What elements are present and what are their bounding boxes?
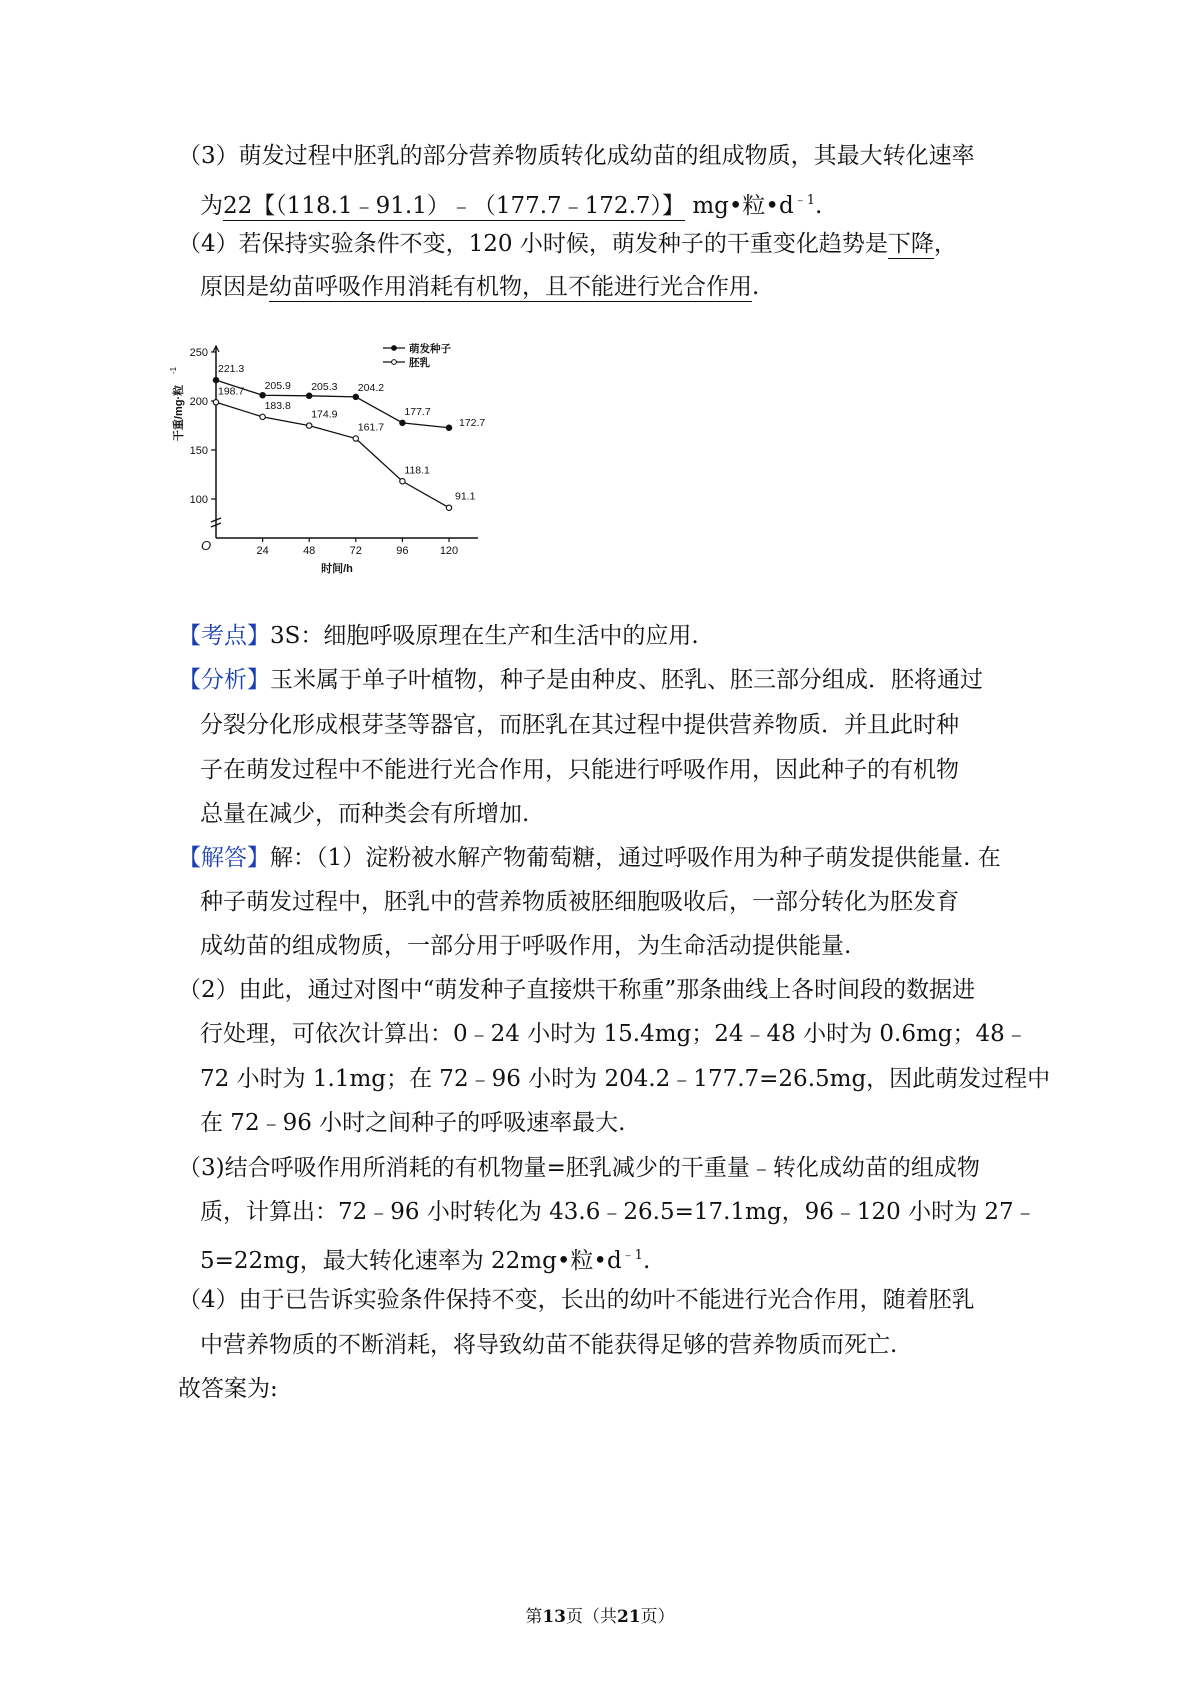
legend-marker <box>392 346 397 351</box>
data-point <box>400 420 405 425</box>
jieda-line3: 成幼苗的组成物质，一部分用于呼吸作用，为生命活动提供能量. <box>200 933 852 959</box>
p4-line2: 中营养物质的不断消耗，将导致幼苗不能获得足够的营养物质而死亡. <box>200 1332 898 1358</box>
data-label: 204.2 <box>357 381 385 394</box>
footer-page: 13 <box>542 1607 566 1627</box>
y-axis-title-sup: -1 <box>169 366 178 374</box>
jieda-line1 <box>178 842 1001 874</box>
x-tick-label: 48 <box>303 545 316 557</box>
data-point <box>307 393 312 398</box>
y-tick-label: 150 <box>189 445 208 457</box>
origin-label: O <box>200 538 212 553</box>
q4-l1-answer: 下降 <box>887 231 934 257</box>
q3-answer: 22【（118.1﹣91.1）﹣（177.7﹣172.7）】 <box>223 193 686 219</box>
p3-l3-sup: ﹣1 <box>621 1248 643 1263</box>
kaodian-text: 3S：细胞呼吸原理在生产和生活中的应用. <box>270 623 699 649</box>
legend-label: 胚乳 <box>409 357 430 369</box>
footer-pre: 第 <box>525 1607 543 1627</box>
data-point <box>260 393 265 398</box>
fenxi-line1 <box>178 664 983 696</box>
p3-l3-text: 5=22mg，最大转化速率为 22mg•粒•d <box>200 1248 622 1274</box>
q3-line2 <box>200 185 822 222</box>
kaodian-line <box>178 620 699 652</box>
jieda-line2: 种子萌发过程中，胚乳中的营养物质被胚细胞吸收后，一部分转化为胚发育 <box>200 889 959 915</box>
q4-l2-end: . <box>752 274 760 300</box>
page-footer <box>0 1602 1200 1627</box>
data-label: 205.9 <box>264 380 291 393</box>
q3-prefix: 为 <box>200 193 223 219</box>
p3-line2: 质，计算出：72﹣96 小时转化为 43.6﹣26.5=17.1mg，96﹣120 小时为 27﹣ <box>200 1199 1037 1225</box>
q3-line1: （3）萌发过程中胚乳的部分营养物质转化成幼苗的组成物质，其最大转化速率 <box>178 143 975 169</box>
data-label: 221.3 <box>218 363 245 376</box>
fenxi-line3: 子在萌发过程中不能进行光合作用，只能进行呼吸作用，因此种子的有机物 <box>200 757 959 783</box>
p2-line1: （2）由此，通过对图中“萌发种子直接烘干称重”那条曲线上各时间段的数据进 <box>178 977 976 1003</box>
data-label: 118.1 <box>404 464 430 477</box>
q4-l1-prefix: （4）若保持实验条件不变，120 小时候，萌发种子的干重变化趋势是 <box>178 231 888 257</box>
data-label: 205.3 <box>311 380 338 393</box>
jieda-tag: 【解答】 <box>178 845 270 871</box>
data-label: 172.7 <box>459 416 486 429</box>
data-label: 174.9 <box>311 408 338 421</box>
x-axis-title: 时间/h <box>321 563 353 575</box>
y-tick-label: 200 <box>189 396 208 408</box>
p2-line2: 行处理，可依次计算出：0﹣24 小时为 15.4mg；24﹣48 小时为 0.6mg；48﹣ <box>200 1021 1028 1047</box>
y-axis-title: 干重/mg·粒 <box>173 384 185 442</box>
y-tick-label: 100 <box>189 494 208 506</box>
x-tick-label: 24 <box>256 545 269 557</box>
footer-total: 21 <box>617 1607 641 1627</box>
footer-post: 页） <box>640 1607 675 1627</box>
data-point <box>353 436 358 441</box>
p2-line4: 在 72﹣96 小时之间种子的呼吸速率最大. <box>200 1110 626 1136</box>
q4-l2-prefix: 原因是 <box>200 274 269 300</box>
q4-l2-answer: 幼苗呼吸作用消耗有机物，且不能进行光合作用 <box>269 274 752 300</box>
p3-line1: （3)结合呼吸作用所消耗的有机物量=胚乳减少的干重量﹣转化成幼苗的组成物 <box>178 1155 980 1181</box>
data-point <box>213 400 218 405</box>
data-point <box>307 423 312 428</box>
y-tick-label: 250 <box>189 347 208 359</box>
data-point <box>213 377 218 382</box>
data-label: 183.8 <box>264 399 291 412</box>
data-point <box>260 414 265 419</box>
footer-mid: 页（共 <box>566 1607 617 1627</box>
x-tick-label: 120 <box>439 545 459 557</box>
q3-unit-sup: ﹣1 <box>793 193 815 208</box>
x-tick-label: 96 <box>396 545 409 557</box>
p4-line1: （4）由于已告诉实验条件保持不变，长出的幼叶不能进行光合作用，随着胚乳 <box>178 1287 975 1313</box>
q4-l1-end: ， <box>933 231 957 257</box>
legend-label: 萌发种子 <box>409 343 451 355</box>
q3-unit: mg•粒•d <box>685 193 794 219</box>
kaodian-tag: 【考点】 <box>178 623 270 649</box>
q4-line1 <box>178 228 957 260</box>
data-point <box>353 394 358 399</box>
jieda-l1: 解：（1）淀粉被水解产物葡萄糖，通过呼吸作用为种子萌发提供能量. 在 <box>270 845 1001 871</box>
fenxi-l1: 玉米属于单子叶植物，种子是由种皮、胚乳、胚三部分组成．胚将通过 <box>270 667 983 693</box>
data-label: 91.1 <box>455 490 476 503</box>
data-label: 161.7 <box>357 421 385 434</box>
dry-weight-chart <box>169 338 538 628</box>
fenxi-line4: 总量在减少，而种类会有所增加. <box>200 801 530 827</box>
conclusion: 故答案为: <box>178 1376 278 1402</box>
p2-line3: 72 小时为 1.1mg；在 72﹣96 小时为 204.2﹣177.7=26.5mg，因此萌发过程中 <box>200 1066 1051 1092</box>
p3-l3-end: . <box>642 1248 651 1274</box>
p3-line3 <box>200 1240 650 1277</box>
data-point <box>400 479 405 484</box>
legend-marker <box>392 360 397 365</box>
fenxi-line2: 分裂分化形成根芽茎等器官，而胚乳在其过程中提供营养物质．并且此时种 <box>200 712 959 738</box>
data-point <box>446 425 451 430</box>
fenxi-tag: 【分析】 <box>178 667 270 693</box>
q3-end: . <box>815 193 823 219</box>
data-label: 177.7 <box>404 405 431 418</box>
data-label: 198.7 <box>218 385 245 398</box>
x-tick-label: 72 <box>349 545 362 557</box>
q4-line2 <box>200 271 759 303</box>
data-point <box>446 505 451 510</box>
